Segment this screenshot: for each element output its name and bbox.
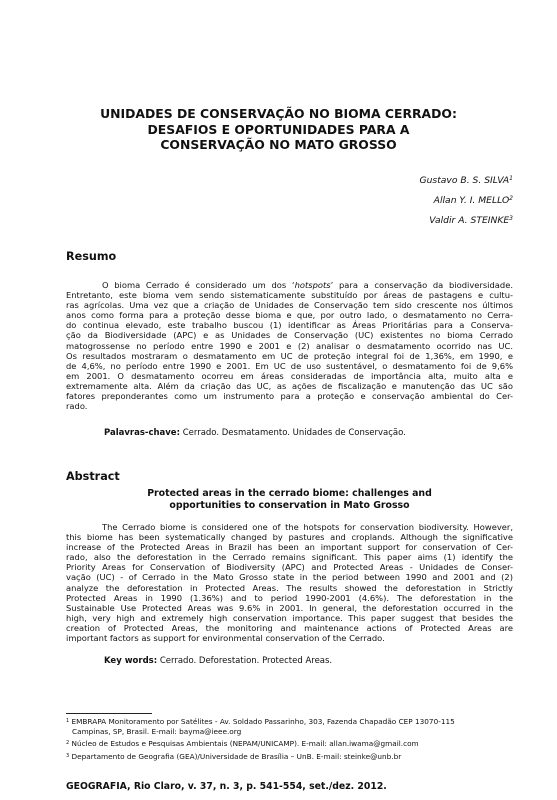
- author-2: [419, 190, 513, 210]
- keywords-label: Key words:: [104, 656, 158, 666]
- footnote-text: Núcleo de Estudos e Pesquisas Ambientais (NEPAM/UNICAMP). E-mail: allan.iwama@gmail.com: [71, 739, 419, 749]
- text-line: Sustainable Use Protected Areas was 9.6% in 2001. In general, the deforestation occurred in the: [66, 602, 513, 613]
- footnote-mark: 2: [66, 740, 70, 747]
- text-line: matogrossense no período entre 1990 e 2001 e (2) analisar o desmatamento ocorrido nas UC.: [66, 340, 513, 351]
- footnote-divider: [66, 713, 152, 714]
- keywords-text: Cerrado. Deforestation. Protected Areas.: [159, 656, 333, 666]
- paper-title: [60, 106, 497, 153]
- text-line: Entretanto, este bioma vem sendo sistematicamente substituído por áreas de pastagens e cultu-: [66, 290, 513, 301]
- footnote-text: Departamento de Geografia (GEA)/Universidade de Brasília – UnB. E-mail: steinke@unb.br: [71, 751, 402, 761]
- text-line: The Cerrado biome is considered one of the hotspots for conservation biodiversity. However,: [102, 522, 513, 532]
- resumo-heading: Resumo: [66, 250, 117, 263]
- abstract-title-line-1: Protected areas in the cerrado biome: challenges and: [147, 488, 432, 499]
- author-3: [419, 210, 513, 230]
- author-footnote-mark: 2: [509, 195, 513, 202]
- footnote-1: [66, 717, 518, 727]
- text-line: analyze the deforestation in Protected Areas. The results showed the deforestation in Strictly: [66, 582, 513, 593]
- author-footnote-mark: 3: [509, 215, 513, 222]
- text-line: important factors as support for environmental conservation of the Cerrado.: [66, 633, 385, 644]
- resumo-keywords: [104, 428, 406, 438]
- footnote-text: EMBRAPA Monitoramento por Satélites - Av. Soldado Passarinho, 303, Fazenda Chapadão CEP 13070-115: [71, 717, 455, 726]
- abstract-heading: Abstract: [66, 470, 120, 483]
- abstract-body: [66, 522, 513, 643]
- text-line: rado, also the deforestation in the Cerrado remains significant. This paper aims (1) identify the: [66, 552, 513, 563]
- text-line: increase of the Protected Areas in Brazil has been an important support for conservation of Cer-: [66, 542, 513, 553]
- text-line: rado.: [66, 401, 88, 412]
- author-name: Gustavo B. S. SILVA: [419, 175, 510, 186]
- text-line: fatores preponderantes como um instrumento para a proteção e conservação ambiental do Cer-: [66, 391, 513, 402]
- footnote-mark: 3: [66, 752, 70, 759]
- text-line: ras agrícolas. Uma vez que a criação de Unidades de Conservação tem sido crescente nos últimos: [66, 300, 513, 311]
- text-line: do continua elevado, este trabalho buscou (1) identificar as Áreas Prioritárias para a Conserva-: [66, 320, 513, 331]
- abstract-title: [66, 488, 513, 512]
- abstract-keywords: [104, 656, 332, 666]
- text-line: ção da Biodiversidade (APC) e as Unidades de Conservação (UC) existentes no bioma Cerrado: [66, 330, 513, 341]
- text-line: Os resultados mostraram o desmatamento em UC de proteção integral foi de 1,36%, em 1990, e: [66, 350, 513, 361]
- text-line: anos como forma para a proteção desse bioma e que, por outro lado, o desmatamento no Cerra-: [66, 310, 513, 321]
- text-line: creation of Protected Areas, the monitoring and maintenance actions of Protected Areas are: [66, 622, 513, 633]
- footnote-mark: 1: [66, 718, 70, 724]
- text-line: vação (UC) - of Cerrado in the Mato Grosso state in the period between 1990 and 2001 and (2): [66, 572, 513, 583]
- keywords-text: Cerrado. Desmatamento. Unidades de Conservação.: [182, 428, 406, 438]
- journal-citation: GEOGRAFIA, Rio Claro, v. 37, n. 3, p. 541-554, set./dez. 2012.: [66, 781, 387, 792]
- text-line: O bioma Cerrado é considerado um dos ‘hotspots’ para a conservação da biodiversidade.: [102, 280, 513, 290]
- text-line: this biome has been systematically changed by pastures and croplands. Although the significative: [66, 532, 513, 543]
- author-list: [419, 170, 513, 230]
- text-line: high, very high and extremely high conservation importance. This paper suggest that besides the: [66, 612, 513, 623]
- author-name: Valdir A. STEINKE: [429, 215, 510, 226]
- text-line: em 2001. O desmatamento ocorreu em áreas consideradas de importância alta, muito alta e: [66, 370, 513, 381]
- footnote-2: [66, 739, 518, 749]
- author-1: [419, 170, 513, 190]
- author-name: Allan Y. I. MELLO: [433, 195, 510, 206]
- title-line-3: CONSERVAÇÃO NO MATO GROSSO: [160, 137, 397, 152]
- footnote-3: [66, 752, 518, 762]
- author-footnote-mark: 1: [509, 175, 513, 182]
- keywords-label: Palavras-chave:: [104, 428, 180, 438]
- footnotes: [66, 717, 518, 761]
- footnote-1-continued: Campinas, SP, Brasil. E-mail: bayma@ieee.org: [72, 726, 242, 736]
- title-line-2: DESAFIOS E OPORTUNIDADES PARA A: [147, 121, 410, 137]
- abstract-title-line-2: opportunities to conservation in Mato Grosso: [169, 500, 410, 511]
- text-line: de 4,6%, no período entre 1990 e 2001. Em UC de uso sustentável, o desmatamento foi de 9,6%: [66, 360, 513, 371]
- text-line: extremamente alta. Além da criação das UC, as ações de fiscalização e manutenção das UC são: [66, 380, 513, 391]
- resumo-body: [66, 280, 513, 411]
- text-line: Protected Areas in 1990 (1.36%) and to period 1990-2001 (4.6%). The deforestation in the: [66, 592, 513, 603]
- title-line-1: UNIDADES DE CONSERVAÇÃO NO BIOMA CERRADO:: [100, 106, 457, 121]
- text-line: Priority Areas for Conservation of Biodiversity (APC) and Protected Areas - Unidades de Conser-: [66, 562, 513, 573]
